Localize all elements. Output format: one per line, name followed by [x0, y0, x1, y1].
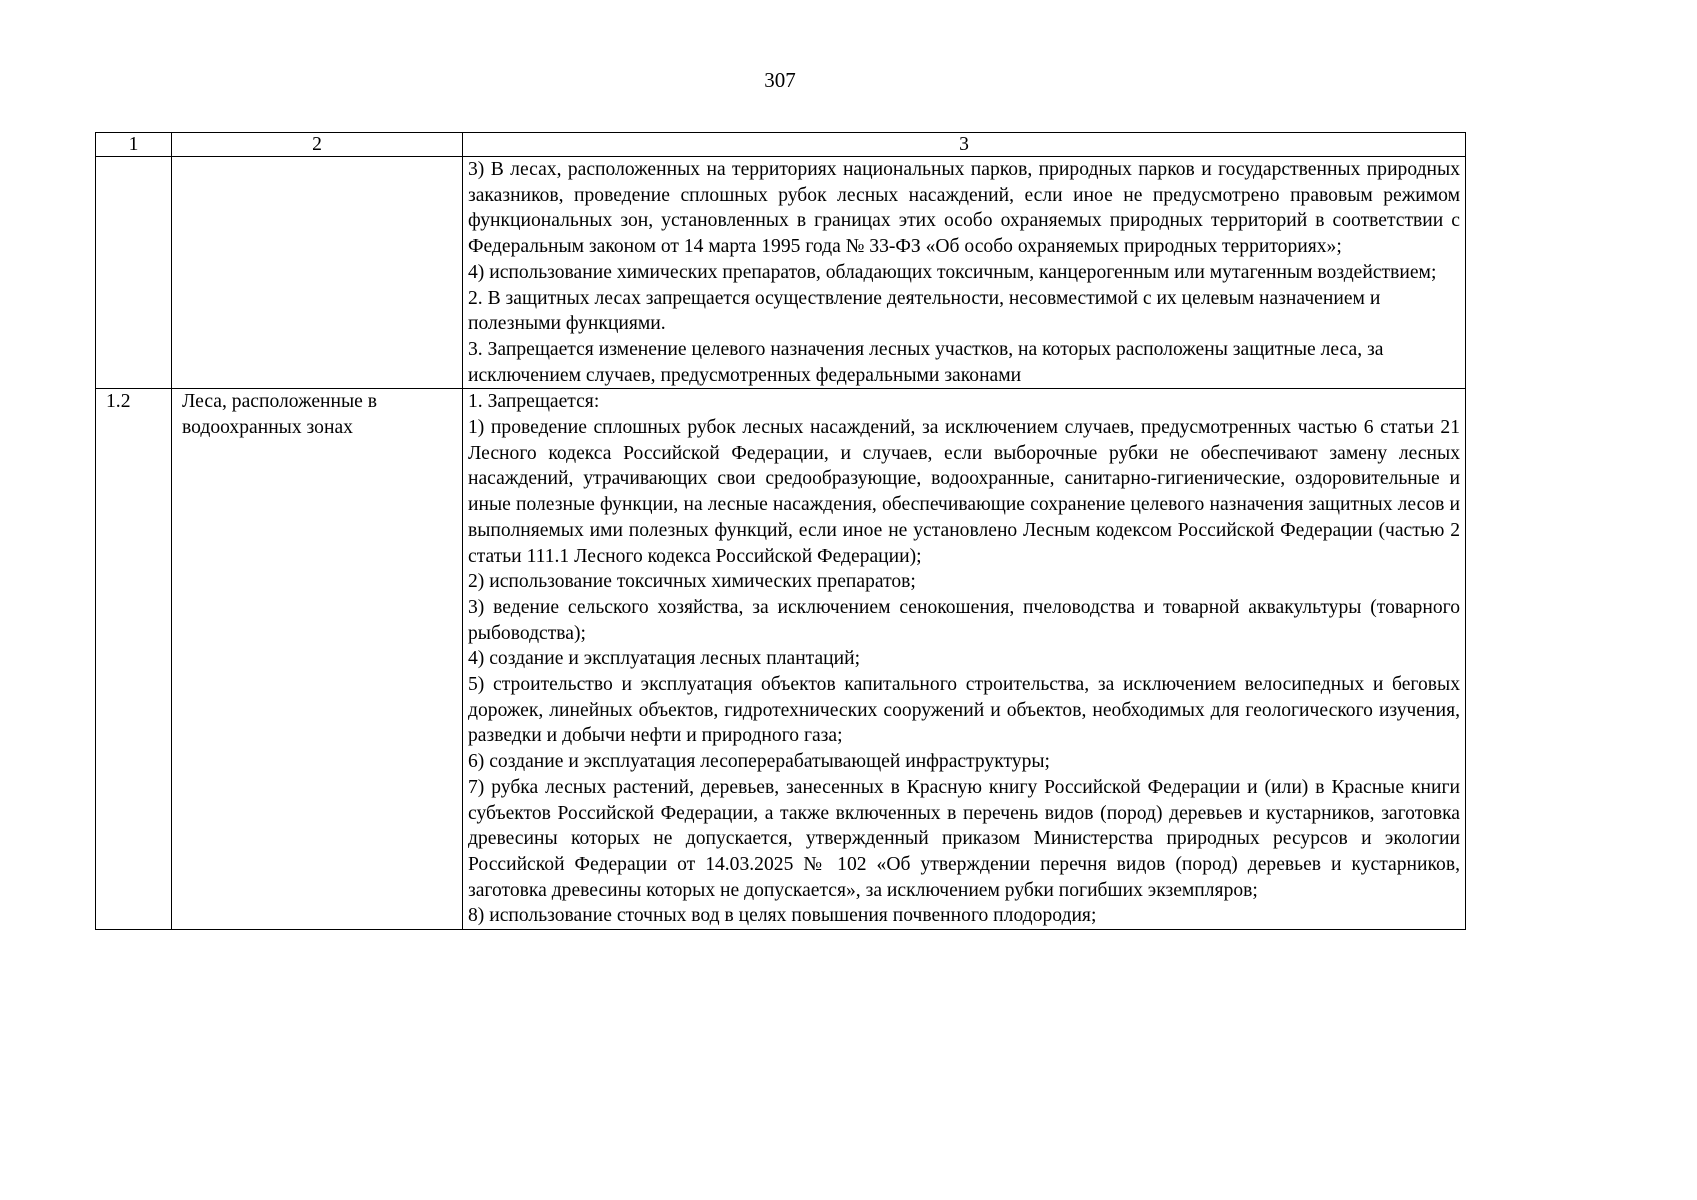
table-row: [96, 157, 1466, 389]
paragraph: 2) использование токсичных химических препаратов;: [468, 571, 916, 593]
paragraph: 5) строительство и эксплуатация объектов капитального строительства, за исключением велосипедных и беговых дорожек, линейных объектов, гидротехнических сооружений и объектов, необходимых для геологического изучения, разведки и добычи нефти и природного газа;: [468, 674, 1460, 747]
paragraph: 3. Запрещается изменение целевого назначения лесных участков, на которых расположены защитные леса, за исключением случаев, предусмотренных федеральными законами: [468, 338, 1384, 386]
row-number-cell: 1.2: [96, 389, 172, 930]
paragraph: 1) проведение сплошных рубок лесных насаждений, за исключением случаев, предусмотренных частью 6 статьи 21 Лесного кодекса Российской Федерации, и случаев, если выборочные рубки не обеспечивают замену лесных насаждений, утрачивающих свои средообразующие, водоохранные, санитарно-гигиенические, оздоровительные и иные полезные функции, на лесные насаждения, обеспечивающие сохранение целевого назначения защитных лесов и выполняемых ими полезных функций, если иное не установлено Лесным кодексом Российской Федерации (частью 2 статьи 111.1 Лесного кодекса Российской Федерации);: [468, 417, 1460, 567]
paragraph: 3) В лесах, расположенных на территориях национальных парков, природных парков и государственных природных заказников, проведение сплошных рубок лесных насаждений, если иное не предусмотрено правовым режимом функциональных зон, установленных в границах этих особо охраняемых природных территорий в соответствии с Федеральным законом от 14 марта 1995 года № 33-ФЗ «Об особо охраняемых природных территориях»;: [468, 159, 1460, 258]
paragraph: 3) ведение сельского хозяйства, за исключением сенокошения, пчеловодства и товарной аквакультуры (товарного рыбоводства);: [468, 596, 1460, 644]
header-cell-1: 1: [96, 133, 172, 157]
paragraph: 8) использование сточных вод в целях повышения почвенного плодородия;: [468, 905, 1097, 927]
regulation-table: [95, 132, 1466, 930]
table-row: [96, 389, 1466, 930]
paragraph: 7) рубка лесных растений, деревьев, занесенных в Красную книгу Российской Федерации и (или) в Красные книги субъектов Российской Федерации, а также включенных в перечень видов (пород) деревьев и кустарников, заготовка древесины которых не допускается, утвержденный приказом Министерства природных ресурсов и экологии Российской Федерации от 14.03.2025 № 102 «Об утверждении перечня видов (пород) деревьев и кустарников, заготовка древесины которых не допускается», за исключением рубки погибших экземпляров;: [468, 776, 1460, 901]
paragraph: 2. В защитных лесах запрещается осуществление деятельности, несовместимой с их целевым назначением и полезными функциями.: [468, 287, 1381, 335]
paragraph: 4) создание и эксплуатация лесных плантаций;: [468, 648, 861, 670]
page-number: 307: [764, 68, 796, 92]
row-text-cell: [463, 157, 1466, 389]
row-text-cell: [463, 389, 1466, 930]
row-name-cell: [172, 157, 463, 389]
paragraph: 6) создание и эксплуатация лесоперерабатывающей инфраструктуры;: [468, 751, 1050, 773]
paragraph: 1. Запрещается:: [468, 391, 600, 413]
paragraph: 4) использование химических препаратов, обладающих токсичным, канцерогенным или мутагенным воздействием;: [468, 261, 1437, 283]
header-cell-3: 3: [463, 133, 1466, 157]
row-number-cell: [96, 157, 172, 389]
table-header-row: [96, 133, 1466, 157]
row-name-cell: Леса, расположенные в водоохранных зонах: [172, 389, 463, 930]
header-cell-2: 2: [172, 133, 463, 157]
